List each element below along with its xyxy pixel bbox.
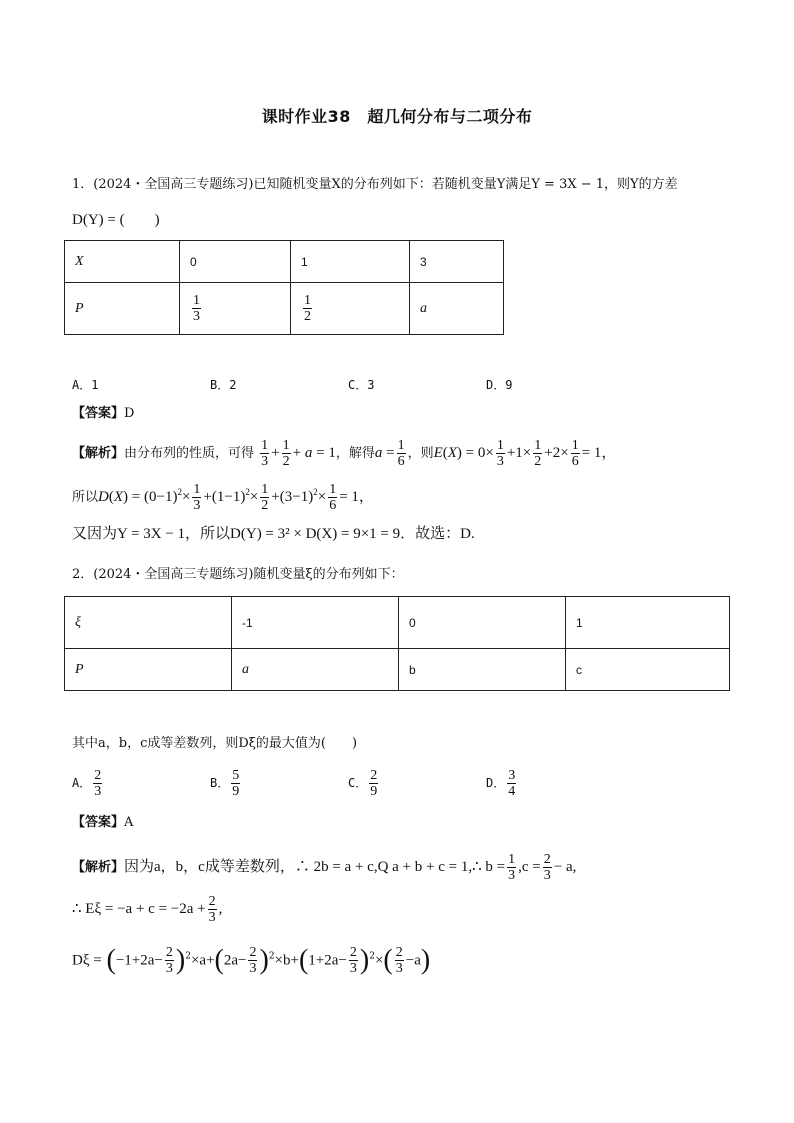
q2-answer: 【答案】A — [72, 815, 134, 830]
q2-analysis-line3: Dξ = (−1+2a− $\frac{2}{3}$ )$^2$×a+(2a− $\frac{2}{3}$ )$^2$×b+(1+2a− $\frac{2}{3}$ )$^2$×( $\frac{2}{3}$ −a) — [72, 944, 431, 976]
table-cell: P — [65, 649, 232, 691]
table-cell: X — [65, 241, 180, 283]
q2-analysis-line2: ∴ Eξ = −a + c = −2a + $\frac{2}{3}$ , — [72, 894, 223, 925]
table-cell: -1 — [232, 597, 399, 649]
q1-stem-line1: 1．(2024・全国高三专题练习)已知随机变量X的分布列如下：若随机变量Y满足Y = 3X − 1，则Y的方差 — [72, 177, 678, 192]
table-cell: P — [65, 283, 180, 335]
table-row — [65, 283, 504, 335]
q1-analysis-line2: 所以$D(X) = (0-1)^2\times$ $\frac{1}{3}$ $+(1-1)^2\times$ $\frac{1}{2}$ $+(3-1)^2\times$ $\frac{1}{6}$ = 1， — [72, 482, 374, 513]
table-cell: 0 — [399, 597, 566, 649]
table-cell: ξ — [65, 597, 232, 649]
table-cell: a — [232, 649, 399, 691]
table-cell: 3 — [410, 241, 504, 283]
q1-option-c: C．3 — [348, 378, 375, 392]
q2-option-a: A． $\frac{2}{3}$ — [72, 768, 102, 799]
q2-stem-line2: 其中a，b，c成等差数列，则Dξ的最大值为( ) — [72, 736, 358, 751]
table-cell — [291, 283, 410, 335]
q1-analysis-line1: 【解析】由分布列的性质，可得 $\frac{1}{3}$ + $\frac{1}{2}$ + a = 1，解得a = $\frac{1}{6}$ ，则E(X) = 0× $\frac{1}{3}$ +1× $\frac{1}{2}$ +2× $\frac{1}{6}$ = 1， — [72, 438, 617, 469]
table-cell: 0 — [180, 241, 291, 283]
fraction-one-third: $\frac{1}{3}$ — [193, 293, 200, 324]
q2-analysis-line1: 【解析】因为a，b，c成等差数列，∴ 2b = a + c,Q a + b + c = 1,∴ b = $\frac{1}{3}$ ,c = $\frac{2}{3}$ − a, — [72, 852, 577, 883]
page-title: 课时作业38 超几何分布与二项分布 — [261, 107, 533, 126]
table-cell: b — [399, 649, 566, 691]
q1-distribution-table — [64, 240, 504, 335]
q2-stem: 2．(2024・全国高三专题练习)随机变量ξ的分布列如下： — [72, 567, 404, 582]
q1-option-d: D．9 — [486, 378, 513, 392]
q2-option-c: C． $\frac{2}{9}$ — [348, 768, 378, 799]
table-cell: c — [566, 649, 730, 691]
q1-analysis-line3: 又因为Y = 3X − 1，所以D(Y) = 3² × D(X) = 9×1 = 9．故选：D. — [72, 526, 475, 542]
q1-answer: 【答案】D — [72, 406, 135, 421]
table-cell: a — [410, 283, 504, 335]
q2-distribution-table — [64, 596, 730, 691]
q2-option-d: D． $\frac{3}{4}$ — [486, 768, 516, 799]
q2-option-b: B． $\frac{5}{9}$ — [210, 768, 240, 799]
q1-option-a: A．1 — [72, 378, 99, 392]
fraction-one-half: $\frac{1}{2}$ — [304, 293, 311, 324]
q1-option-b: B．2 — [210, 378, 237, 392]
table-cell: 1 — [291, 241, 410, 283]
q1-stem-line2: D(Y) = ( ) — [72, 212, 160, 228]
table-cell — [180, 283, 291, 335]
table-cell: 1 — [566, 597, 730, 649]
table-row — [65, 241, 504, 283]
table-row — [65, 597, 730, 649]
table-row — [65, 649, 730, 691]
